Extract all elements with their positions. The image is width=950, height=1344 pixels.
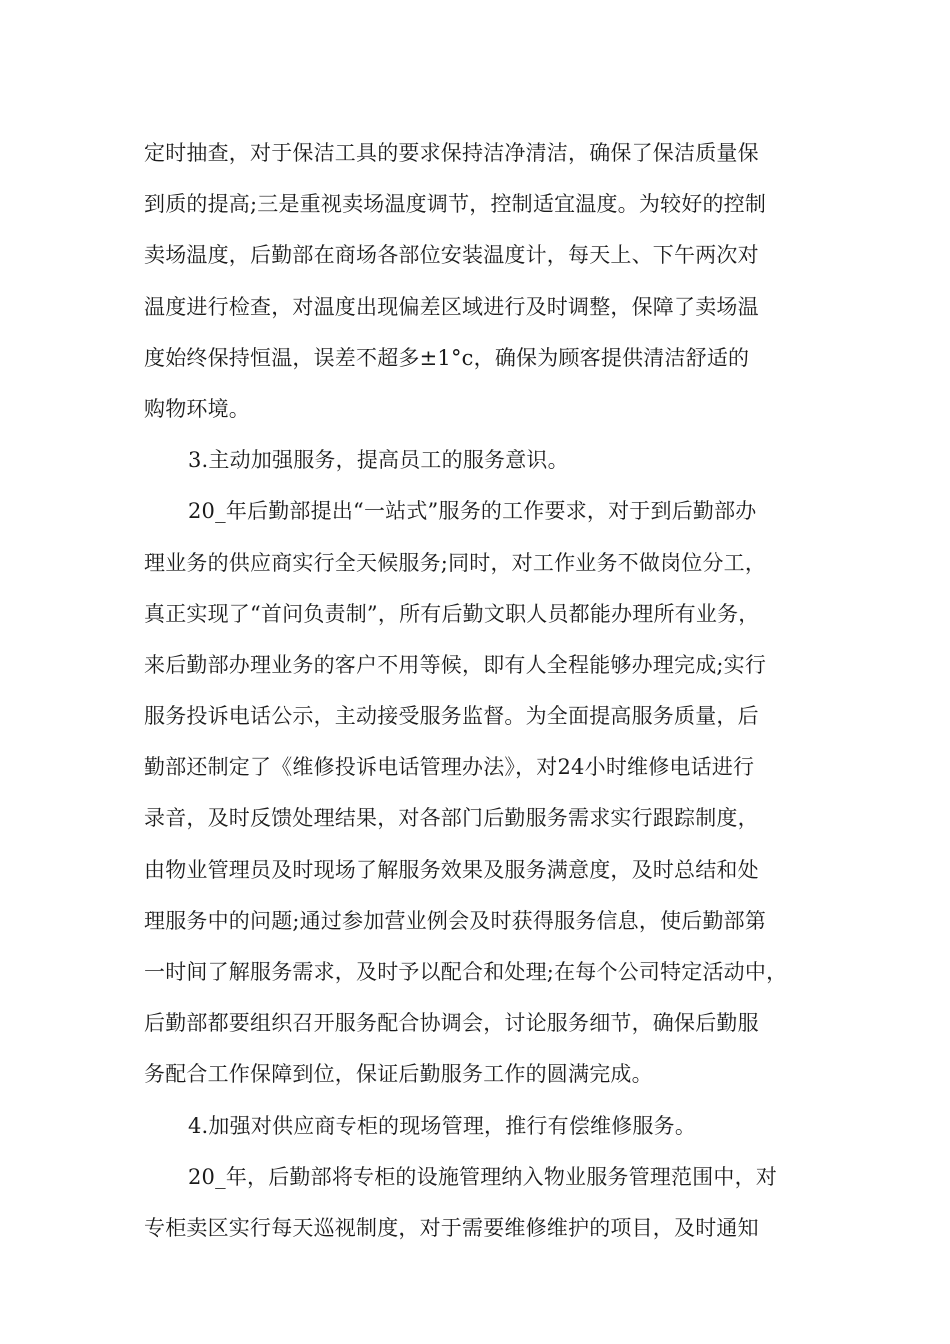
text-line: 真正实现了“首问负责制”，所有后勤文职人员都能办理所有业务， [144,601,760,626]
document-body [144,128,824,1254]
text-line: 录音，及时反馈处理结果，对各部门后勤服务需求实行跟踪制度， [144,806,759,831]
text-line: 购物环境。 [144,396,250,421]
text-line: 理业务的供应商实行全天候服务;同时，对工作业务不做岗位分工， [144,550,767,575]
text-line: 20_年后勤部提出“一站式”服务的工作要求，对于到后勤部办 [188,499,757,524]
text-line: 到质的提高;三是重视卖场温度调节，控制适宜温度。为较好的控制 [144,192,767,217]
text-line: 20_年，后勤部将专柜的设施管理纳入物业服务管理范围中，对 [188,1164,778,1189]
text-line: 温度进行检查，对温度出现偏差区域进行及时调整，保障了卖场温 [144,294,759,319]
text-line: 一时间了解服务需求，及时予以配合和处理;在每个公司特定活动中， [144,960,788,984]
text-line: 服务投诉电话公示，主动接受服务监督。为全面提高服务质量，后 [144,704,759,729]
text-line: 来后勤部办理业务的客户不用等候，即有人全程能够办理完成;实行 [144,652,767,677]
text-line: 由物业管理员及时现场了解服务效果及服务满意度，及时总结和处 [144,857,759,882]
text-line: 勤部还制定了《维修投诉电话管理办法》，对24小时维修电话进行 [144,755,755,780]
text-line: 定时抽查，对于保洁工具的要求保持洁净清洁，确保了保洁质量保 [144,141,759,165]
section-heading-3: 3.主动加强服务，提高员工的服务意识。 [188,448,569,473]
text-line: 理服务中的问题;通过参加营业例会及时获得服务信息，使后勤部第 [144,908,767,933]
text-line: 卖场温度，后勤部在商场各部位安装温度计，每天上、下午两次对 [144,243,759,268]
text-line: 度始终保持恒温，误差不超多±1°c，确保为顾客提供清洁舒适的 [144,345,750,370]
text-line: 务配合工作保障到位，保证后勤服务工作的圆满完成。 [144,1062,653,1087]
section-heading-4: 4.加强对供应商专柜的现场管理，推行有偿维修服务。 [188,1113,697,1138]
text-line: 后勤部都要组织召开服务配合协调会，讨论服务细节，确保后勤服 [144,1011,759,1036]
text-line: 专柜卖区实行每天巡视制度，对于需要维修维护的项目，及时通知 [144,1215,759,1240]
